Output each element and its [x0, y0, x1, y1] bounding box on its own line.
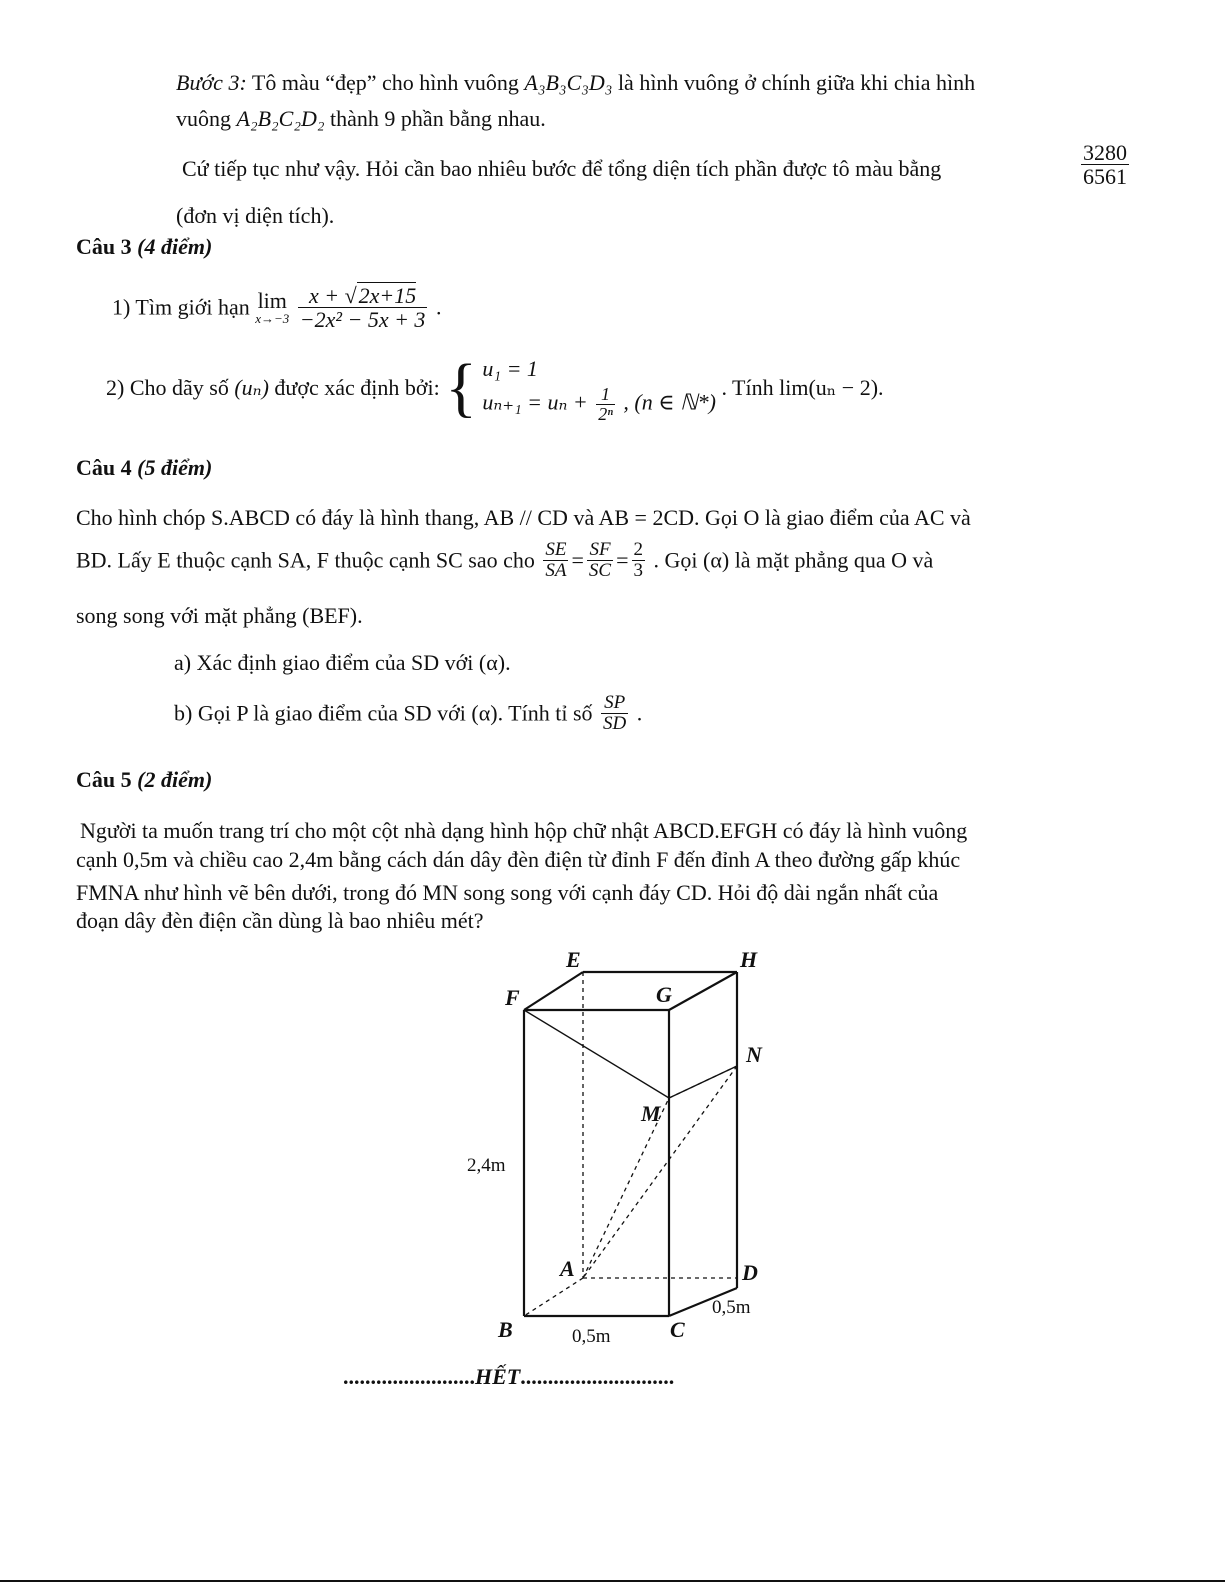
wire-MN: [669, 1066, 737, 1098]
depth-label: 0,5m: [712, 1297, 751, 1318]
label-F: F: [505, 985, 520, 1010]
unit-text: (đơn vị diện tích).: [176, 203, 335, 228]
label-N: N: [746, 1042, 762, 1067]
cau4-heading: Câu 4 (5 điểm): [76, 455, 213, 480]
label-B: B: [498, 1317, 513, 1342]
cau5-line4: đoạn dây đèn điện cần dùng là bao nhiêu mét?: [76, 908, 484, 933]
wire-FM: [524, 1010, 669, 1098]
buoc3-label: Bước 3:: [176, 70, 247, 95]
label-G: G: [656, 982, 672, 1007]
hidden-edge-AB: [524, 1278, 583, 1316]
base-label: 0,5m: [572, 1326, 611, 1347]
cau4-part-a: a) Xác định giao điểm của SD với (α).: [174, 650, 511, 675]
cau3-part1: 1) Tìm giới hạn lim x→−3 $\frac{x + √2x+15}{\text{−2x² − 5x + 3}}$ .: [112, 283, 442, 333]
cau4-part-b: b) Gọi P là giao điểm của SD với (α). Tính tỉ số $\frac{SP}{SD}$ .: [174, 692, 643, 734]
label-A: A: [560, 1256, 575, 1281]
label-C: C: [670, 1317, 685, 1342]
height-label: 2,4m: [467, 1155, 506, 1176]
bottom-rule: [0, 1580, 1225, 1582]
cau5-line2: cạnh 0,5m và chiều cao 2,4m bằng cách dán dây đèn điện từ đỉnh F đến đỉnh A theo đường gấp khúc: [76, 847, 961, 872]
edge-FE: [524, 972, 583, 1010]
wire-NA: [583, 1066, 737, 1278]
edge-HG: [669, 972, 737, 1010]
cau4-line3: song song với mặt phẳng (BEF).: [76, 603, 363, 628]
cau4-line2: BD. Lấy E thuộc cạnh SA, F thuộc cạnh SC sao cho $\frac{SE}{SA}$ = $\frac{SF}{SC}$ = $\frac{2}{3}$ . Gọi (α) là mặt phẳng qua O và: [76, 539, 934, 581]
cau4-line1: Cho hình chóp S.ABCD có đáy là hình thang, AB // CD và AB = 2CD. Gọi O là giao điểm của AC và: [76, 505, 971, 530]
cau3-part2: 2) Cho dãy số (uₙ) được xác định bởi: { u₁ = 1 uₙ₊₁ = uₙ + $\frac{1}{\text{2ⁿ}}$ , (n ∈ ℕ*) . Tính lim(uₙ − 2).: [106, 350, 884, 424]
cau5-line3: FMNA như hình vẽ bên dưới, trong đó MN song song với cạnh đáy CD. Hỏi độ dài ngắn nhất của: [76, 880, 939, 905]
cau3-heading: Câu 3 (4 điểm): [76, 234, 213, 259]
label-E: E: [566, 947, 581, 972]
buoc3-line1: Bước 3: Tô màu “đẹp” cho hình vuông A₃B₃C₃D₃ là hình vuông ở chính giữa khi chia hình: [176, 70, 976, 95]
cau5-heading: Câu 5 (2 điểm): [76, 767, 213, 792]
label-D: D: [742, 1260, 758, 1285]
label-M: M: [641, 1101, 661, 1126]
area-fraction: $\frac{3280}{6561}$: [1083, 140, 1127, 190]
question-line: Cứ tiếp tục như vậy. Hỏi cần bao nhiêu bước để tổng diện tích phần được tô màu bằng: [182, 156, 942, 181]
cau5-line1: Người ta muốn trang trí cho một cột nhà dạng hình hộp chữ nhật ABCD.EFGH có đáy là hình vuông: [80, 818, 968, 843]
label-H: H: [740, 947, 758, 972]
buoc3-line2: vuông A₂B₂C₂D₂ thành 9 phần bằng nhau.: [176, 106, 546, 131]
end-marker: ........................HẾT............................: [343, 1364, 675, 1389]
